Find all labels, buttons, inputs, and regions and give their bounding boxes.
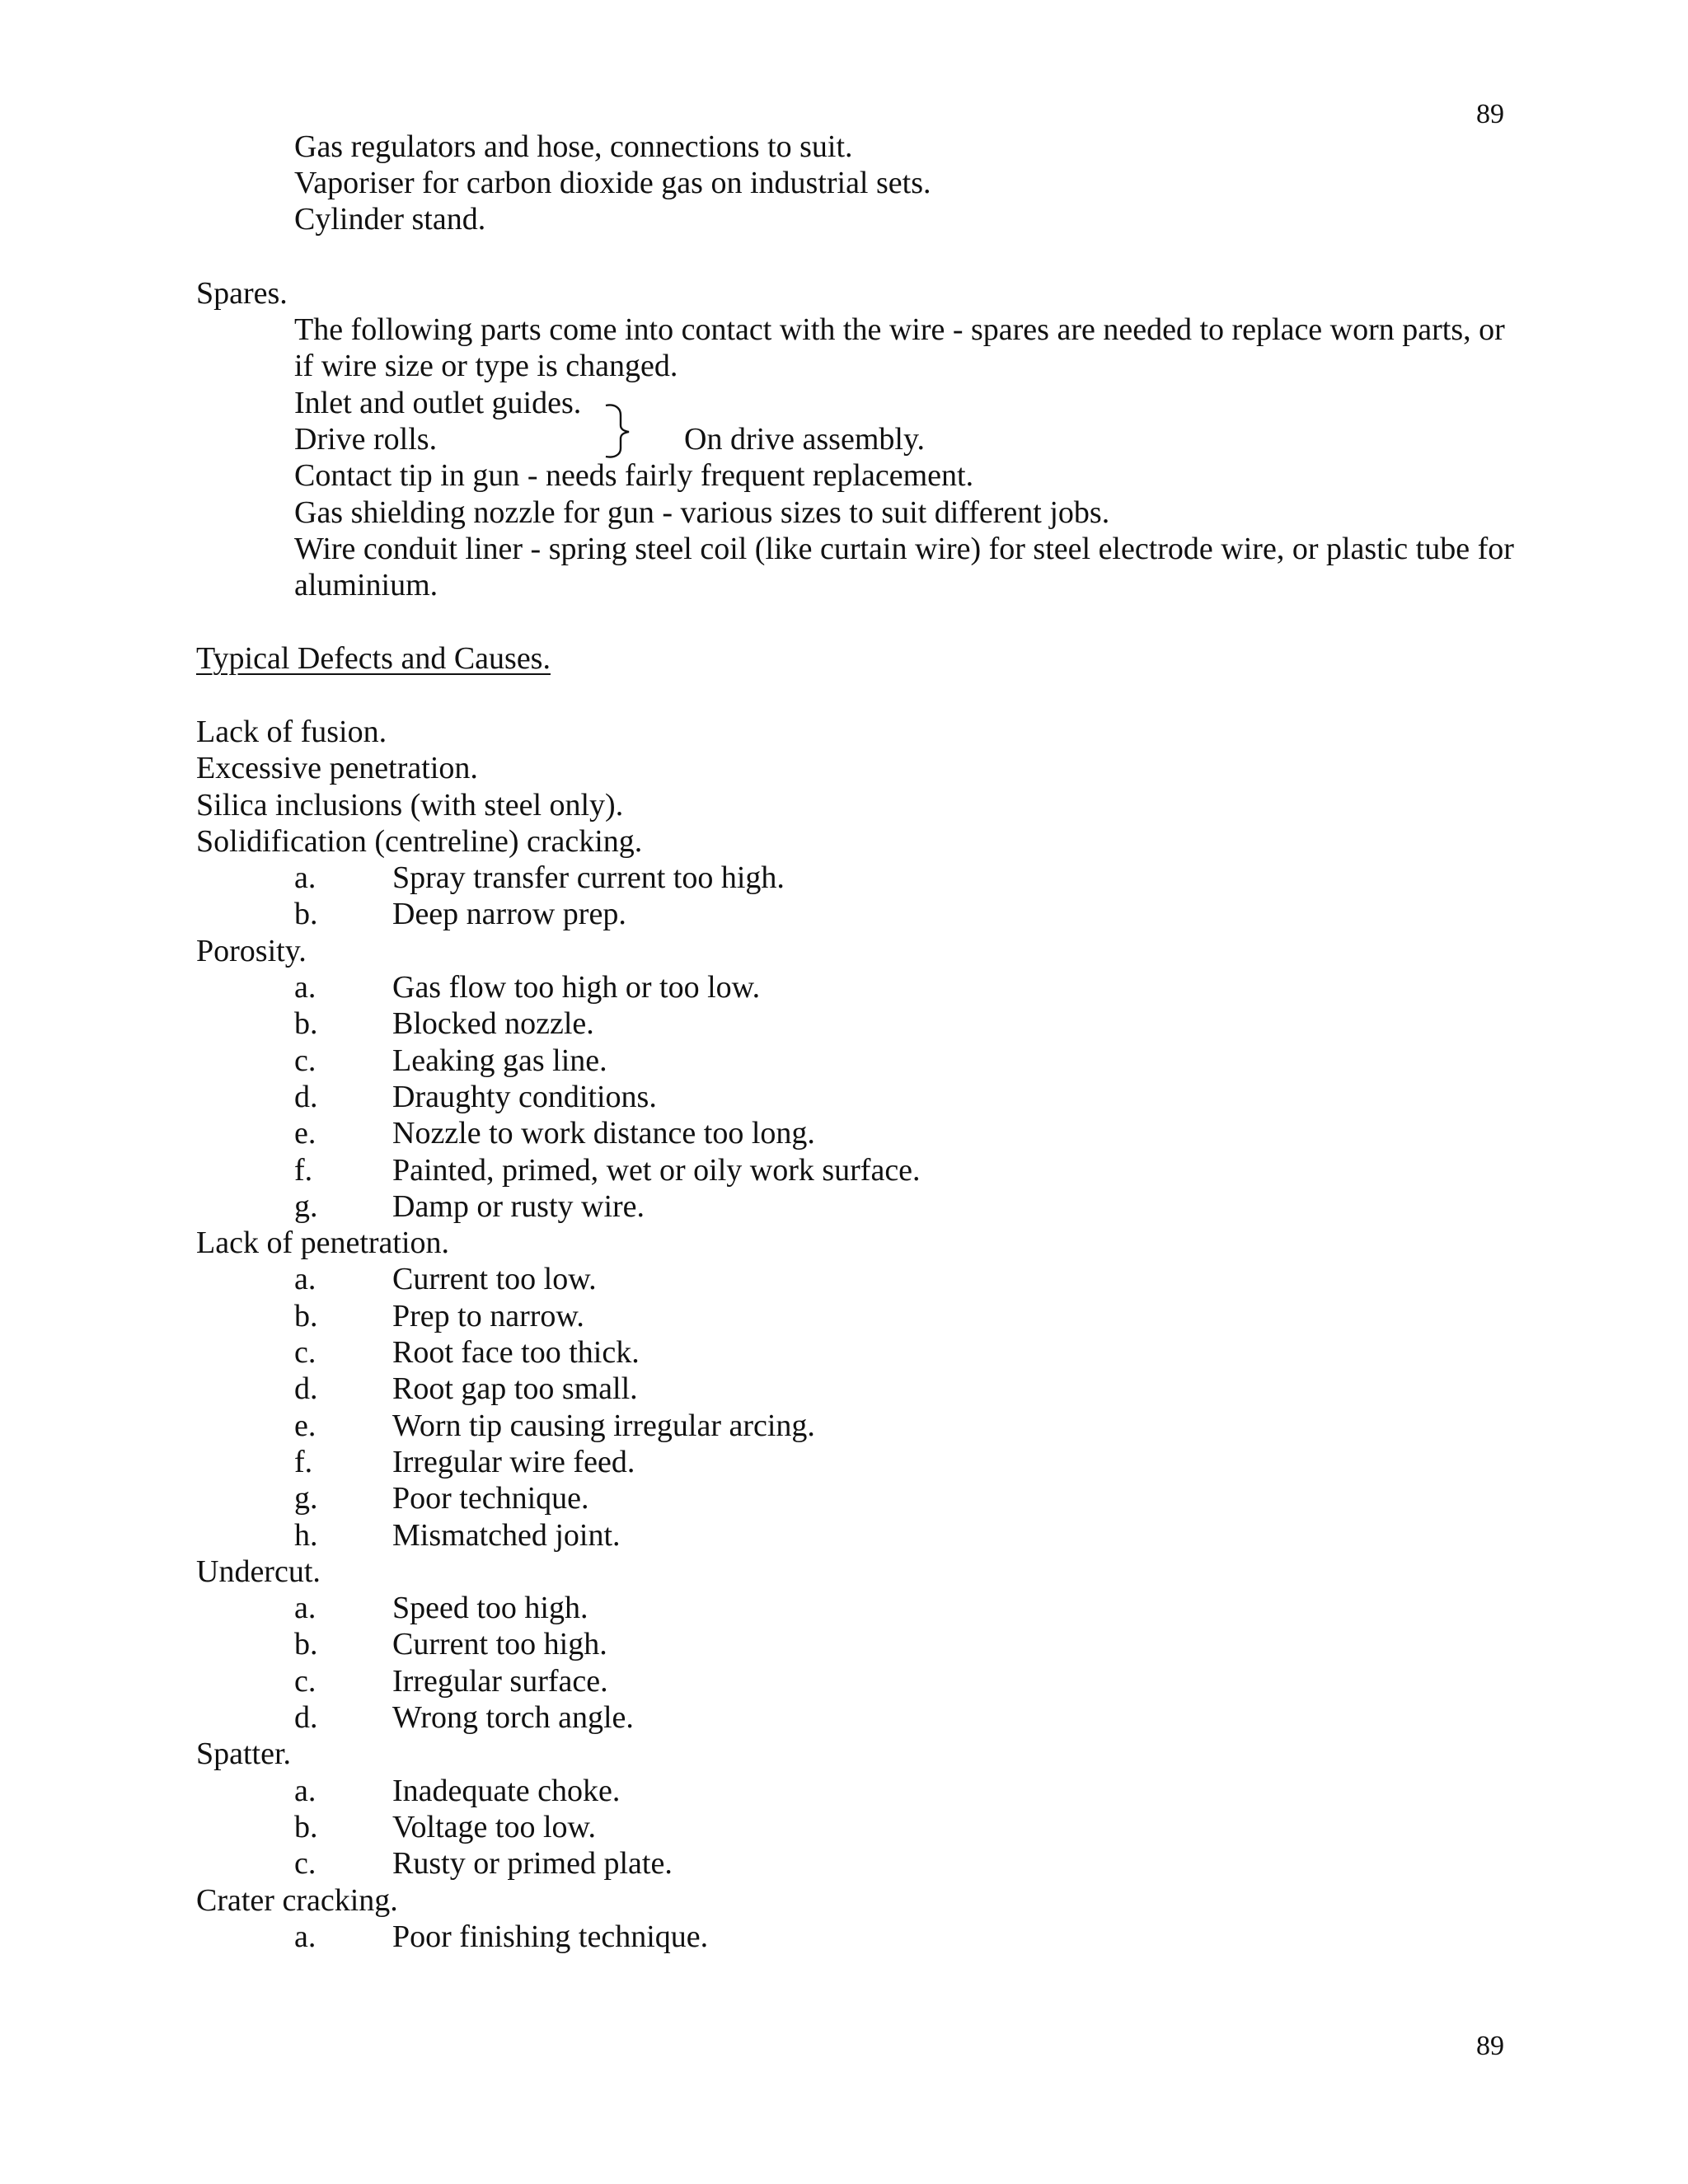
cause-letter: h. <box>294 1518 318 1553</box>
cause-text: Painted, primed, wet or oily work surface. <box>392 1153 921 1188</box>
defect-name: Undercut. <box>196 1554 321 1589</box>
cause-letter: c. <box>294 1846 316 1881</box>
cause-letter: b. <box>294 1006 318 1041</box>
cause-letter: e. <box>294 1116 316 1151</box>
cause-letter: a. <box>294 1774 316 1808</box>
defect-name: Crater cracking. <box>196 1883 398 1918</box>
cause-text: Rusty or primed plate. <box>392 1846 673 1881</box>
curly-brace-icon <box>604 402 641 460</box>
cause-letter: a. <box>294 860 316 895</box>
cause-letter: f. <box>294 1153 313 1188</box>
cause-text: Damp or rusty wire. <box>392 1189 645 1224</box>
spares-item-liner: Wire conduit liner - spring steel coil (like curtain wire) for steel electrode wire, or plastic tube for aluminium. <box>294 532 1514 602</box>
cause-letter: a. <box>294 970 316 1005</box>
defect-name: Excessive penetration. <box>196 751 478 785</box>
defect-name: Solidification (centreline) cracking. <box>196 824 643 859</box>
cause-letter: c. <box>294 1043 316 1078</box>
cause-text: Irregular surface. <box>392 1664 608 1699</box>
spares-item-inlet: Inlet and outlet guides. <box>294 386 582 420</box>
spares-intro: The following parts come into contact with the wire - spares are needed to replace worn parts, or if wire size or type is changed. <box>294 312 1505 383</box>
cause-letter: b. <box>294 1299 318 1333</box>
cause-text: Prep to narrow. <box>392 1299 584 1333</box>
cause-letter: g. <box>294 1189 318 1224</box>
cause-text: Wrong torch angle. <box>392 1700 634 1735</box>
cause-text: Gas flow too high or too low. <box>392 970 761 1005</box>
cause-text: Worn tip causing irregular arcing. <box>392 1408 815 1443</box>
cause-letter: a. <box>294 1262 316 1296</box>
cause-text: Mismatched joint. <box>392 1518 621 1553</box>
cause-letter: f. <box>294 1445 313 1479</box>
equipment-line: Cylinder stand. <box>294 202 486 237</box>
cause-letter: a. <box>294 1919 316 1954</box>
cause-text: Current too low. <box>392 1262 597 1296</box>
cause-text: Inadequate choke. <box>392 1774 621 1808</box>
cause-text: Current too high. <box>392 1627 607 1661</box>
cause-text: Leaking gas line. <box>392 1043 607 1078</box>
defect-name: Spatter. <box>196 1736 292 1771</box>
cause-letter: g. <box>294 1481 318 1516</box>
cause-text: Speed too high. <box>392 1591 588 1625</box>
cause-text: Deep narrow prep. <box>392 897 626 931</box>
cause-letter: a. <box>294 1591 316 1625</box>
cause-letter: b. <box>294 897 318 931</box>
spares-item-drive: Drive rolls. <box>294 422 438 457</box>
defect-name: Lack of penetration. <box>196 1226 450 1260</box>
cause-text: Draughty conditions. <box>392 1080 657 1114</box>
equipment-line: Vaporiser for carbon dioxide gas on industrial sets. <box>294 166 931 200</box>
cause-letter: c. <box>294 1335 316 1370</box>
cause-letter: b. <box>294 1810 318 1844</box>
page-number-bottom: 89 <box>1476 2031 1504 2061</box>
cause-letter: d. <box>294 1080 318 1114</box>
equipment-line: Gas regulators and hose, connections to suit. <box>294 129 853 164</box>
defect-name: Silica inclusions (with steel only). <box>196 788 624 823</box>
cause-text: Root gap too small. <box>392 1371 638 1406</box>
cause-text: Blocked nozzle. <box>392 1006 594 1041</box>
spares-item-nozzle: Gas shielding nozzle for gun - various sizes to suit different jobs. <box>294 495 1110 530</box>
cause-letter: e. <box>294 1408 316 1443</box>
cause-text: Poor finishing technique. <box>392 1919 709 1954</box>
cause-text: Voltage too low. <box>392 1810 596 1844</box>
cause-text: Root face too thick. <box>392 1335 640 1370</box>
cause-text: Nozzle to work distance too long. <box>392 1116 815 1151</box>
page-number-top: 89 <box>1476 99 1504 129</box>
spares-drive-note: On drive assembly. <box>684 422 925 457</box>
cause-text: Spray transfer current too high. <box>392 860 785 895</box>
defect-name: Porosity. <box>196 934 307 968</box>
cause-text: Irregular wire feed. <box>392 1445 635 1479</box>
cause-letter: b. <box>294 1627 318 1661</box>
cause-letter: d. <box>294 1371 318 1406</box>
spares-title: Spares. <box>196 276 288 311</box>
spares-item-contact: Contact tip in gun - needs fairly frequent replacement. <box>294 458 974 493</box>
cause-text: Poor technique. <box>392 1481 589 1516</box>
cause-letter: c. <box>294 1664 316 1699</box>
cause-letter: d. <box>294 1700 318 1735</box>
defects-heading: Typical Defects and Causes. <box>196 641 551 676</box>
defect-name: Lack of fusion. <box>196 715 387 749</box>
